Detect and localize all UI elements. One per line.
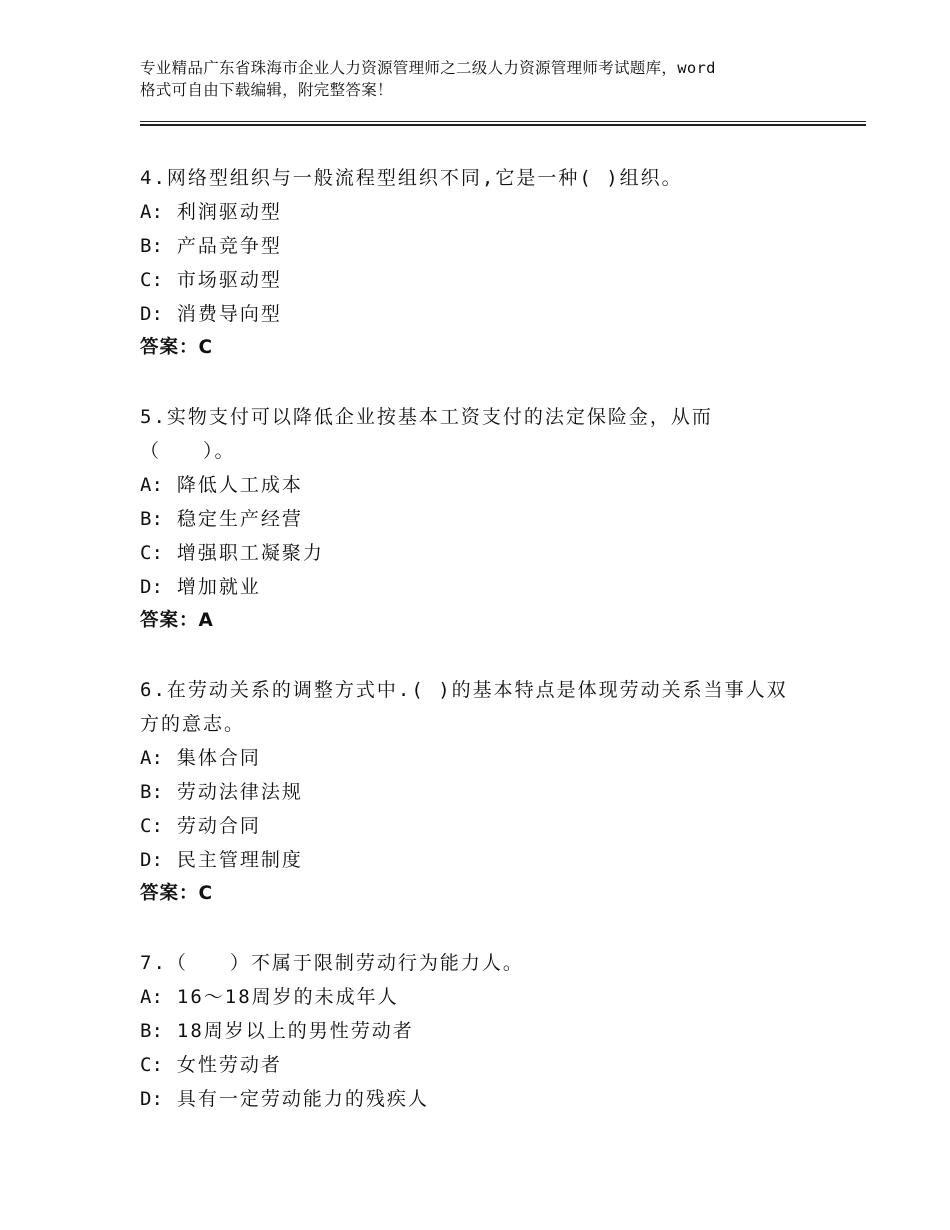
option-b: B: 劳动法律法规 (140, 781, 303, 803)
question-stem-continued: 方的意志。 (140, 713, 246, 735)
question-stem-continued: （ ）。 (140, 440, 236, 462)
header-line-1: 专业精品广东省珠海市企业人力资源管理师之二级人力资源管理师考试题库，word (140, 59, 716, 77)
document-header (140, 57, 830, 101)
option-a: A: 集体合同 (140, 747, 261, 769)
question-6 (140, 673, 840, 911)
question-7 (140, 946, 840, 1116)
option-d: D: 消费导向型 (140, 303, 282, 325)
answer: 答案：A (140, 610, 214, 631)
header-divider-thick (140, 124, 866, 126)
question-stem: 7.（ ）不属于限制劳动行为能力人。 (140, 952, 524, 974)
option-c: C: 市场驱动型 (140, 269, 282, 291)
option-c: C: 增强职工凝聚力 (140, 542, 324, 564)
question-stem: 5.实物支付可以降低企业按基本工资支付的法定保险金，从而 (140, 406, 713, 428)
option-b: B: 产品竞争型 (140, 235, 282, 257)
option-d: D: 具有一定劳动能力的残疾人 (140, 1088, 429, 1110)
option-a: A: 降低人工成本 (140, 474, 303, 496)
answer: 答案：C (140, 883, 214, 904)
question-4 (140, 161, 840, 365)
option-a: A: 利润驱动型 (140, 201, 282, 223)
answer: 答案：C (140, 337, 214, 358)
option-d: D: 民主管理制度 (140, 849, 303, 871)
option-c: C: 劳动合同 (140, 815, 261, 837)
option-b: B: 稳定生产经营 (140, 508, 303, 530)
option-d: D: 增加就业 (140, 576, 261, 598)
option-b: B: 18周岁以上的男性劳动者 (140, 1020, 414, 1042)
question-5 (140, 400, 840, 638)
question-stem: 6.在劳动关系的调整方式中.( )的基本特点是体现劳动关系当事人双 (140, 679, 788, 701)
header-line-2: 格式可自由下载编辑，附完整答案！ (140, 81, 393, 99)
question-stem: 4.网络型组织与一般流程型组织不同,它是一种( )组织。 (140, 167, 683, 189)
option-c: C: 女性劳动者 (140, 1054, 282, 1076)
option-a: A: 16～18周岁的未成年人 (140, 986, 399, 1008)
header-divider (140, 121, 866, 122)
